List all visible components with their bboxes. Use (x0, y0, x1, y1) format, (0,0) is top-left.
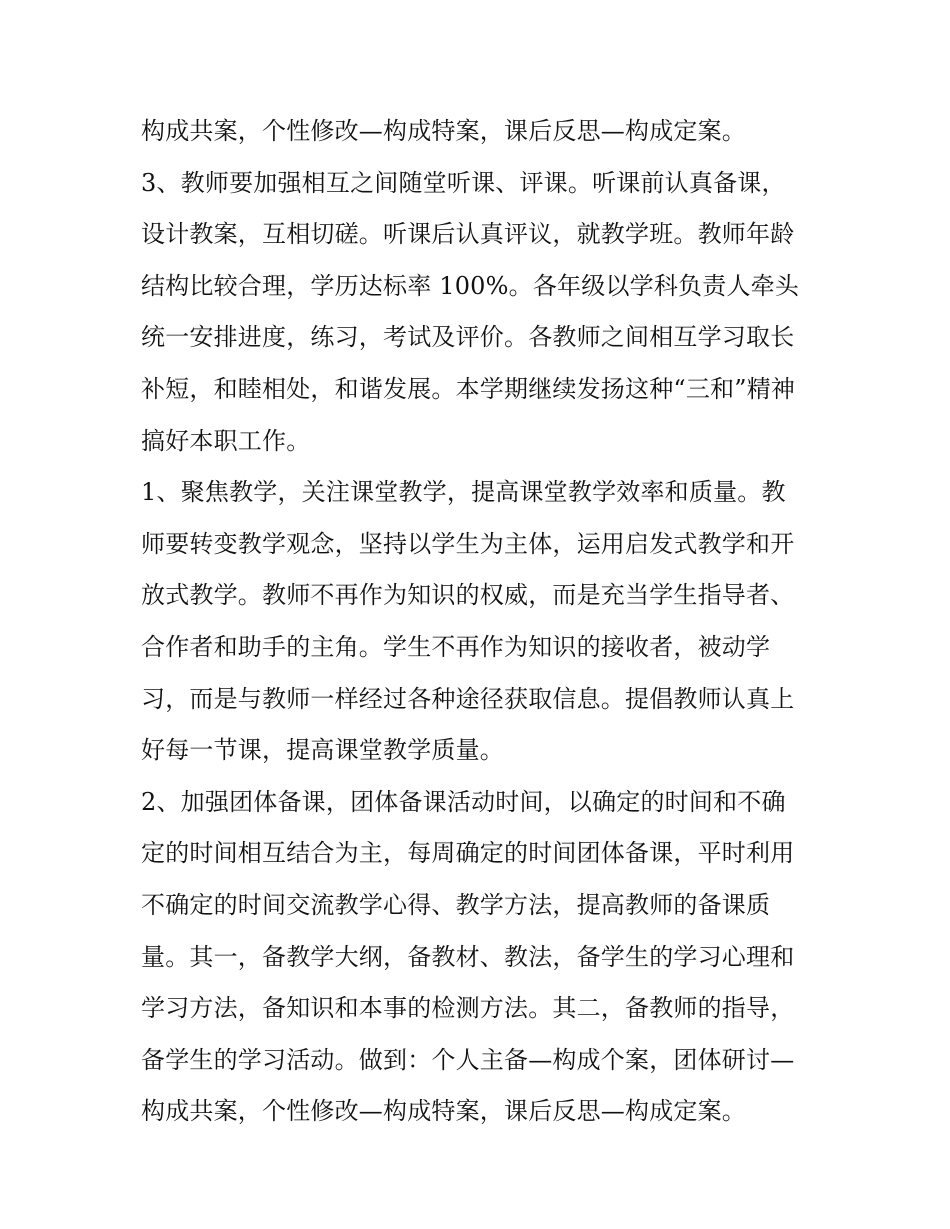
text-line: 好每一节课，提高课堂教学质量。 (141, 736, 504, 765)
text-line: 量。其一，备教学大纲，备教材、教法，备学生的学习心理和 (141, 942, 795, 971)
text-line: 统一安排进度，练习，考试及评价。各教师之间相互学习取长 (141, 323, 795, 352)
text-line: 习，而是与教师一样经过各种途径获取信息。提倡教师认真上 (141, 684, 795, 713)
text-line: 设计教案，互相切磋。听课后认真评议，就教学班。教师年龄 (141, 220, 795, 249)
text-line: 3、教师要加强相互之间随堂听课、评课。听课前认真备课， (141, 168, 786, 197)
text-line: 学习方法，备知识和本事的检测方法。其二，备教师的指导， (141, 994, 795, 1023)
text-line: 放式教学。教师不再作为知识的权威，而是充当学生指导者、 (141, 581, 795, 610)
text-line: 合作者和助手的主角。学生不再作为知识的接收者，被动学 (141, 632, 771, 661)
document-body (141, 106, 821, 1138)
text-line: 师要转变教学观念，坚持以学生为主体，运用启发式教学和开 (141, 529, 795, 558)
text-line: 定的时间相互结合为主，每周确定的时间团体备课，平时利用 (141, 839, 795, 868)
text-line: 构成共案，个性修改—构成特案，课后反思—构成定案。 (141, 1097, 746, 1126)
text-line: 结构比较合理，学历达标率 100%。各年级以学科负责人牵头 (141, 271, 800, 300)
text-line: 补短，和睦相处，和谐发展。本学期继续发扬这种“三和”精神 (141, 374, 796, 403)
text-line: 搞好本职工作。 (141, 426, 311, 455)
text-line: 1、聚焦教学，关注课堂教学，提高课堂教学效率和质量。教 (141, 478, 786, 507)
text-line: 不确定的时间交流教学心得、教学方法，提高教师的备课质 (141, 890, 771, 919)
text-line: 构成共案，个性修改—构成特案，课后反思—构成定案。 (141, 117, 746, 145)
text-line: 备学生的学习活动。做到：个人主备—构成个案，团体研讨— (141, 1045, 795, 1074)
text-line: 2、加强团体备课，团体备课活动时间，以确定的时间和不确 (141, 787, 786, 816)
